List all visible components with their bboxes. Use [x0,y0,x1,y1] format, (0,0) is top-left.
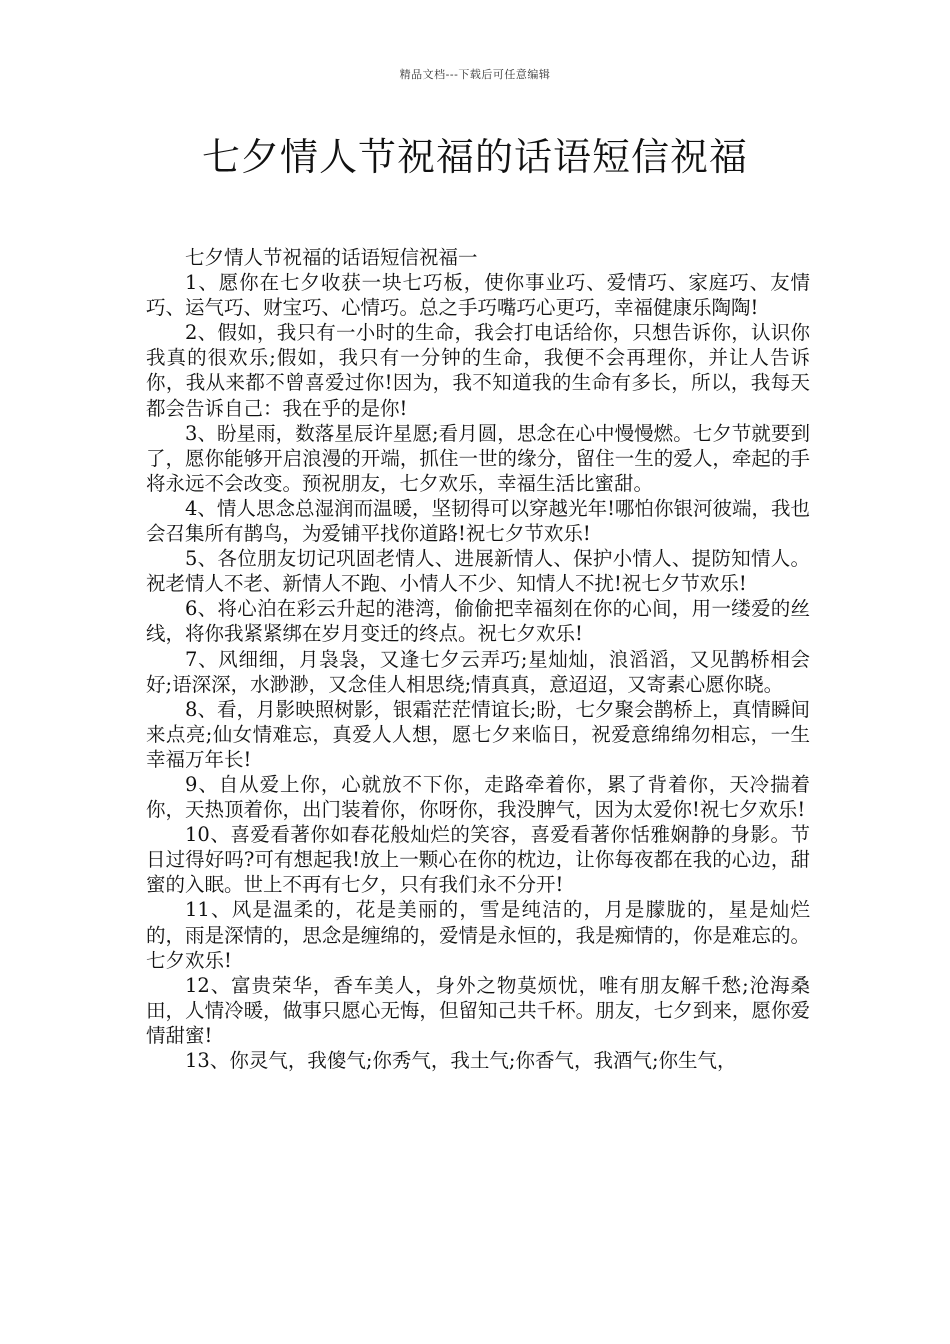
paragraph-4: 4、情人思念总湿润而温暖，坚韧得可以穿越光年!哪怕你银河彼端，我也会召集所有鹊鸟，为爱铺平找你道路!祝七夕节欢乐! [146,496,810,546]
paragraph-2: 2、假如，我只有一小时的生命，我会打电话给你，只想告诉你，认识你我真的很欢乐;假如，我只有一分钟的生命，我便不会再理你，并让人告诉你，我从来都不曾喜爱过你!因为，我不知道我的生命有多长，所以，我每天都会告诉自己：我在乎的是你! [146,321,810,420]
document-title: 七夕情人节祝福的话语短信祝福 [201,135,748,179]
paragraph-9: 9、自从爱上你，心就放不下你，走路牵着你，累了背着你，天冷揣着你，天热顶着你，出门装着你，你呀你，我没脾气，因为太爱你!祝七夕欢乐! [146,772,810,822]
paragraph-1: 1、愿你在七夕收获一块七巧板，使你事业巧、爱情巧、家庭巧、友情巧、运气巧、财宝巧、心情巧。总之手巧嘴巧心更巧，幸福健康乐陶陶! [146,271,810,320]
header-note: 精品文档---下载后可任意编辑 [399,68,551,81]
paragraph-7: 7、风细细，月袅袅，又逢七夕云弄巧;星灿灿，浪滔滔，又见鹊桥相会好;语深深，水渺渺，又念佳人相思绕;情真真，意迢迢，又寄素心愿你晓。 [146,647,810,696]
paragraph-12: 12、富贵荣华，香车美人，身外之物莫烦忧，唯有朋友解千愁;沧海桑田，人情冷暖，做事只愿心无悔，但留知己共千杯。朋友，七夕到来，愿你爱情甜蜜! [146,973,810,1047]
paragraph-8: 8、看，月影映照树影，银霜茫茫情谊长;盼，七夕聚会鹊桥上，真情瞬间来点亮;仙女情难忘，真爱人人想，愿七夕来临日，祝爱意绵绵勿相忘，一生幸福万年长! [146,697,810,771]
paragraph-6: 6、将心泊在彩云升起的港湾，偷偷把幸福刻在你的心间，用一缕爱的丝线，将你我紧紧绑在岁月变迁的终点。祝七夕欢乐! [146,597,810,646]
paragraph-5: 5、各位朋友切记巩固老情人、进展新情人、保护小情人、提防知情人。祝老情人不老、新情人不跑、小情人不少、知情人不扰!祝七夕节欢乐! [146,547,810,596]
paragraph-13: 13、你灵气，我傻气;你秀气，我土气;你香气，我酒气;你生气， [185,1049,737,1072]
paragraph-10: 10、喜爱看著你如春花般灿烂的笑容，喜爱看著你恬雅娴静的身影。节日过得好吗?可有想起我!放上一颗心在你的枕边，让你每夜都在我的心边，甜蜜的入眠。世上不再有七夕，只有我们永不分开! [146,823,810,897]
section-heading: 七夕情人节祝福的话语短信祝福一 [185,246,478,269]
paragraph-3: 3、盼星雨，数落星辰许星愿;看月圆，思念在心中慢慢燃。七夕节就要到了，愿你能够开启浪漫的开端，抓住一世的缘分，留住一生的爱人，牵起的手将永远不会改变。预祝朋友，七夕欢乐，幸福生活比蜜甜。 [146,421,810,495]
document-body [146,245,810,1073]
paragraph-11: 11、风是温柔的，花是美丽的，雪是纯洁的，月是朦胧的，星是灿烂的，雨是深情的，思念是缠绵的，爱情是永恒的，我是痴情的，你是难忘的。七夕欢乐! [146,898,810,972]
